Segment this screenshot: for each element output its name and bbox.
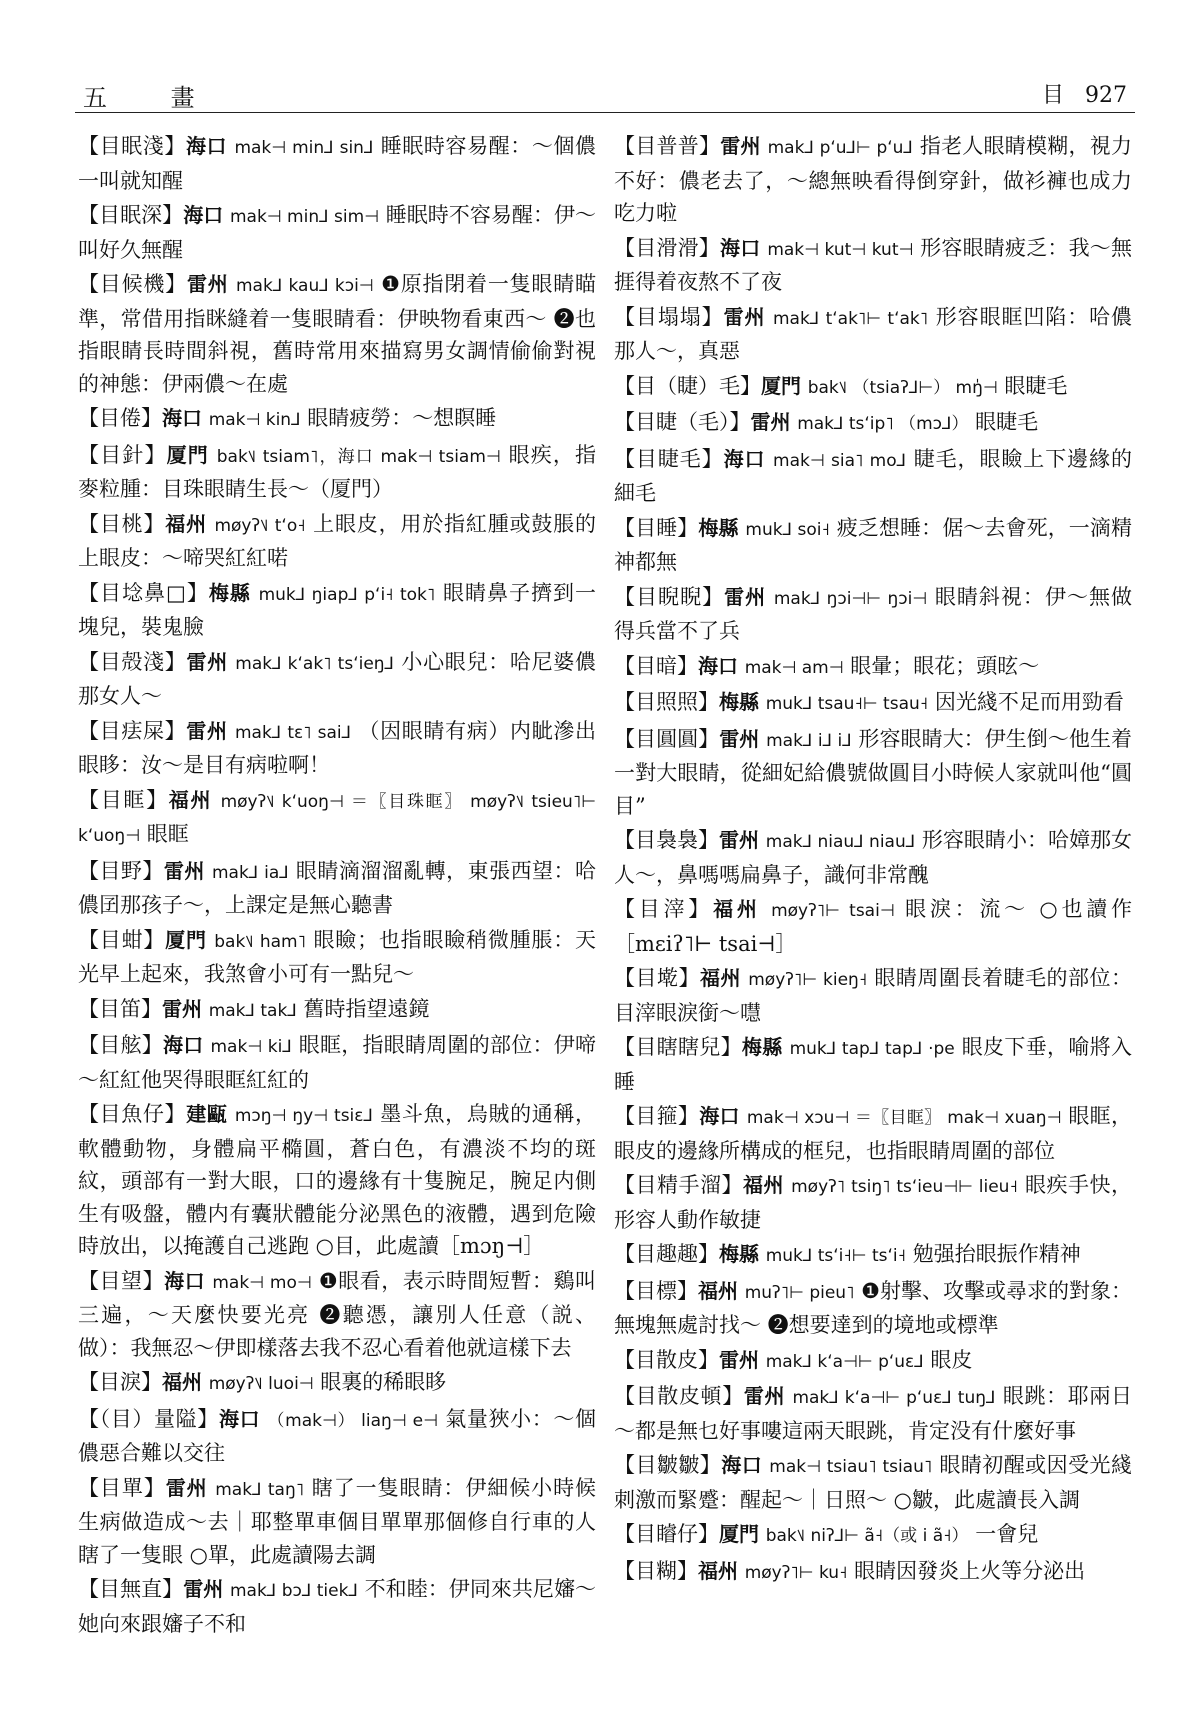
dictionary-entry [78,646,596,713]
entry-pronunciation: mak⊣ sia˥ mo⅃ [773,450,907,471]
dictionary-entry [614,370,1132,405]
entry-definition: 眼睛周圍長着睫毛的部位：目滓眼淚銜～嚖 [614,966,1132,1025]
entry-pronunciation: møyʔ˥⊢ ku˧ [744,1562,848,1583]
dictionary-entry [78,784,596,853]
entry-pronunciation: mak⅃ taŋ˥ [215,1479,305,1500]
entry-headword: 【目笛】 [78,996,162,1021]
dictionary-entry [614,1169,1132,1236]
entry-pronunciation: mak⊣ min⅃ sin⅃ [234,138,374,158]
entry-dialect: 福州 [700,966,742,990]
entry-headword: 【目眶】 [78,787,169,812]
entry-headword: 【目塌塌】 [614,304,724,329]
entry-pronunciation: mak⅃ kau⅃ kɔi⊣ [236,276,374,296]
entry-dialect: 厦門 [166,442,209,467]
entry-definition: ❶眼看，表示時間短暫：鷄叫三遍，～天麼快要光亮 ❷聽憑，讓別人任意（説、做）：我無忍～伊即樣落去我不忍心看着他就這樣下去 [78,1268,596,1360]
entry-dialect: 雷州 [186,718,228,743]
entry-pronunciation: bak˥˩ niʔ⅃⊢ ã˧（或 i ã˧） [765,1526,969,1546]
dictionary-entry [614,893,1132,960]
entry-dialect: 海口 [721,1453,763,1477]
dictionary-entry [614,1275,1132,1342]
entry-pronunciation: mak⅃ pʻu⅃⊢ pʻu⅃ [767,138,913,158]
entry-headword: 【目蚶】 [78,927,166,952]
dictionary-entry [78,439,596,506]
entry-headword: 【目睫毛】 [614,446,724,471]
dictionary-entry [614,650,1132,685]
entry-definition: 睡眠時不容易醒：伊～叫好久無醒 [78,203,597,262]
entry-headword: 【目箍】 [614,1104,700,1128]
dictionary-entry [614,1031,1132,1098]
entry-dialect: 雷州 [163,858,205,883]
dictionary-entry [78,1029,596,1096]
dictionary-entry [614,962,1132,1029]
entry-pronunciation: mak⅃ tʻak˥⊢ tʻak˥ [772,308,929,329]
entry-definition: 疲乏想睡：倨～去會死，一滴精神都無 [614,515,1133,574]
entry-pronunciation: mak⅃ ia⅃ [211,862,289,883]
entry-pronunciation: muʔ˥⊢ pieu˥ [744,1282,855,1303]
entry-headword: 【目淚】 [78,1370,162,1394]
dictionary-entry [78,1573,596,1640]
entry-headword: 【（目）量隘】 [78,1406,219,1431]
entry-dialect: 雷州 [719,828,760,852]
dictionary-entry [614,1518,1132,1553]
entry-definition: 睡眠時容易醒：～個儂一叫就知醒 [78,134,597,193]
entry-definition: 不和睦：伊同來共尼嬸～她向來跟嬸子不和 [78,1577,596,1636]
entry-definition: 形容眼眶凹陷：哈儂那人～，真惡 [614,304,1133,363]
dictionary-entry [78,1403,596,1470]
entry-headword: 【目圓圓】 [614,726,720,751]
entry-headword: 【目𥌑仔】 [614,1522,719,1546]
entry-dialect: 海口 [218,1406,261,1431]
entry-pronunciation: møyʔ˥⊢ tsai⊣ [771,901,895,921]
entry-headword: 【目照照】 [614,690,719,714]
entry-pronunciation: mak⅃ tak⅃ [208,1000,297,1021]
dictionary-entry [614,512,1132,579]
entry-dialect: 梅縣 [719,690,759,714]
entry-dialect: 福州 [165,511,207,536]
dictionary-entry [78,1098,596,1263]
entry-definition: 眼睛斜視：伊～無做得兵當不了兵 [614,584,1133,643]
entry-definition: 瞎了一隻眼睛：伊細候小時候生病做造成～去｜耶整單車個目單單那個修自行車的人瞎了一隻眼 ○單，此處讀陽去調 [78,1475,597,1567]
dictionary-entry [614,1344,1132,1379]
entry-pronunciation: mak⅃ niau⅃ niau⅃ [765,832,916,852]
entry-pronunciation: mak⊣ kin⅃ [208,410,301,430]
entry-headword: 【目睨睨】 [614,584,725,609]
dictionary-entry [614,686,1132,721]
entry-headword: 【目埝鼻□】 [78,580,209,605]
entry-definition: 眼疾，指麥粒腫：目珠眼睛生長～（厦門） [78,442,597,501]
entry-pronunciation: møyʔ˥˩ tʻo˧ [214,515,306,536]
entry-dialect: 雷州 [724,584,767,609]
dictionary-entry [614,581,1132,648]
entry-definition: 眼眶 [146,822,189,846]
entry-pronunciation: mak⊣ tsiau˥ tsiau˥ [769,1457,933,1477]
entry-dialect: 雷州 [165,1475,208,1500]
dictionary-entry [614,1100,1132,1167]
entry-pronunciation: bak˥˩ （tsiaʔ⅃⊢） mŋ̍⊣ [807,377,998,398]
entry-headword: 【目普普】 [614,134,721,158]
entry-headword: 【目睡】 [614,515,699,540]
entry-headword: 【目倦】 [78,406,162,430]
entry-pronunciation: muk⅃ soi˧ [745,519,830,540]
entry-definition: 一會兒 [975,1522,1039,1546]
entry-dialect: 雷州 [750,410,791,434]
dictionary-entry [78,577,596,644]
entry-definition: 勉强抬眼振作精神 [912,1242,1081,1266]
entry-pronunciation: mak⊣ mo⊣ [212,1272,312,1293]
dictionary-entry [78,855,596,922]
entry-pronunciation: muk⅃ tsʻi˧⊢ tsʻi˧ [765,1246,907,1266]
entry-dialect: 雷州 [719,1347,759,1372]
entry-dialect: 雷州 [186,272,229,296]
entry-definition: 上眼皮，用於指紅腫或鼓脹的上眼皮：～啼哭紅紅喏 [78,511,596,570]
entry-definition: 形容眼睛疲乏：我～無捱得着夜熬不了夜 [614,235,1133,294]
entry-headword: 【目無直】 [78,1577,184,1601]
dictionary-entry [614,1449,1132,1516]
entry-dialect: 雷州 [162,996,202,1021]
entry-headword: 【目散皮頓】 [614,1384,744,1408]
entry-definition: 小心眼兒：哈尼婆儂那女人～ [78,649,596,708]
left-column [78,130,596,1642]
dictionary-entry [78,993,596,1028]
entry-headword: 【目滓】 [614,897,714,921]
entry-pronunciation: bak˥˩ tsiam˥，海口 mak⊣ tsiam⊣ [216,446,501,467]
dictionary-entry [614,723,1132,823]
dictionary-entry [614,1238,1132,1273]
dictionary-entry [78,1265,596,1365]
entry-pronunciation: muk⅃ ŋiap⅃ pʻi˧ tok˥ [258,584,436,605]
entry-pronunciation: mak⊣ min⅃ sim⊣ [229,207,379,227]
entry-dialect: 海口 [162,406,202,430]
entry-dialect: 雷州 [723,304,766,329]
entry-headword: 【目舷】 [78,1033,164,1057]
entry-dialect: 海口 [699,1104,740,1128]
entry-pronunciation: mak⅃ ŋɔi⊣⊢ ŋɔi⊣ [773,588,928,609]
entry-dialect: 福州 [162,1370,202,1394]
entry-definition: 睫毛，眼瞼上下邊緣的細毛 [614,446,1132,505]
entry-headword: 【目（睫）毛】 [614,373,761,398]
entry-definition: 眼暈；眼花；頭昡～ [850,653,1040,678]
entry-headword: 【目標】 [614,1278,699,1303]
entry-headword: 【目墘】 [614,966,701,990]
dictionary-entry [78,130,596,197]
entry-dialect: 厦門 [165,927,207,952]
entry-pronunciation: mak⅃ tɛ˥ sai⅃ [234,722,352,743]
entry-pronunciation: mak⅃ tsʻip˥ （mɔ⅃） [797,414,969,434]
entry-dialect: 海口 [723,446,766,471]
dictionary-entry [614,1380,1132,1447]
entry-definition: （因眼睛有病）内眦滲出眼眵：汝～是目有病啦啊！ [78,718,597,777]
entry-dialect: 雷州 [743,1384,786,1408]
dictionary-entry [78,199,596,266]
entry-definition: 眼睛初醒或因受光綫刺激而緊蹙：醒起～｜日照～ ○皺，此處讀長入調 [614,1453,1132,1512]
dictionary-entry [614,301,1132,368]
dictionary-entry [78,402,596,437]
entry-pronunciation: mak⅃ bɔ⅃ tiek⅃ [229,1581,358,1601]
entry-definition: 眼睛因發炎上火等分泌出 [854,1558,1086,1583]
entry-headword: 【目糊】 [614,1558,698,1583]
entry-dialect: 厦門 [719,1522,759,1546]
entry-dialect: 海口 [183,203,224,227]
dictionary-entry [614,406,1132,441]
page-number: 927 [1085,83,1127,108]
entry-definition: 眼眶，眼皮的邊緣所構成的框兒，也指眼睛周圍的部位 [614,1104,1132,1163]
dictionary-entry [78,268,596,400]
dictionary-entry [614,824,1132,891]
entry-pronunciation: bak˥˩ ham˥ [214,931,307,952]
entry-dialect: 雷州 [720,134,761,158]
radical-char: 目 [1041,83,1064,108]
entry-definition: 眼跳：耶兩日～都是無乜好事嘍這兩天眼跳，肯定没有什麼好事 [614,1384,1133,1443]
entry-dialect: 海口 [698,653,738,678]
entry-headword: 【目殻淺】 [78,649,187,674]
entry-headword: 【目望】 [78,1268,165,1293]
entry-definition: 眼睛滴溜溜亂轉，東張西望：哈儂囝那孩子～，上課定是無心聽書 [78,858,596,917]
entry-dialect: 海口 [185,134,228,158]
entry-headword: 【目桃】 [78,511,166,536]
entry-pronunciation: （mak⊣） liaŋ⊣ e⊣ [267,1410,438,1431]
entry-pronunciation: mak⅃ kʻak˥ tsʻieŋ⅃ [235,653,395,674]
entry-definition: 眼疾手快，形容人動作敏捷 [614,1173,1132,1232]
entry-pronunciation: møyʔ˥⊢ kieŋ˧ [748,970,868,990]
entry-dialect: 雷州 [719,726,760,751]
entry-dialect: 福州 [713,897,761,921]
entry-headword: 【目㾀屎】 [78,718,187,743]
entry-dialect: 福州 [168,787,213,812]
entry-pronunciation: mak⅃ kʻa⊣⊢ pʻuɛ⅃ [765,1351,924,1372]
entry-pronunciation: mak⊣ am⊣ [744,657,844,678]
entry-definition: 眼皮下垂，喻將入睡 [614,1035,1132,1094]
entry-pronunciation: mak⊣ ki⅃ [210,1037,292,1057]
entry-headword: 【目皺皺】 [614,1453,722,1477]
entry-definition: 形容眼睛大：伊生倒～他生着一對大眼睛，從細妃給儂號做圓目小時候人家就叫他“圓目” [614,726,1133,818]
dictionary-entry [614,232,1132,299]
entry-dialect: 建甌 [186,1102,228,1126]
entry-dialect: 梅縣 [719,1242,759,1266]
entry-dialect: 梅縣 [698,515,739,540]
dictionary-entry [78,924,596,991]
entry-definition: 眼眶，指眼睛周圍的部位：伊啼～紅紅他哭得眼眶紅紅的 [78,1033,597,1092]
header-rule [75,112,1135,113]
entry-dialect: 福州 [742,1173,784,1197]
entry-headword: 【目精手溜】 [614,1173,743,1197]
dictionary-entry [78,1472,596,1572]
entry-pronunciation: muk⅃ tsau˧⊢ tsau˧ [765,694,929,714]
entry-headword: 【目散皮】 [614,1347,719,1372]
entry-headword: 【目瞎瞎兒】 [614,1035,742,1059]
dictionary-entry [614,130,1132,230]
entry-headword: 【目滑滑】 [614,235,721,260]
entry-dialect: 雷州 [183,1577,224,1601]
entry-headword: 【目暗】 [614,653,698,678]
entry-pronunciation: møyʔ˥˩ luoi⊣ [208,1374,314,1394]
entry-headword: 【目單】 [78,1475,166,1500]
dictionary-entry [614,1555,1132,1590]
entry-headword: 【目魚仔】 [78,1102,187,1126]
entry-headword: 【目睫（毛）】 [614,410,751,434]
entry-headword: 【目針】 [78,442,167,467]
entry-pronunciation: møyʔ˥˩ kʻuoŋ⊣ ＝〖目珠眶〗 møyʔ˥˩ tsieu˥⊢ kʻuoŋ⊣ [78,791,597,846]
entry-definition: 眼淚：流～ ○也讀作［mɛiʔ˥⊢ tsai⊣］ [614,897,1133,956]
entry-definition: ❶原指閉着一隻眼睛瞄準，常借用指眯縫着一隻眼睛看：伊映物看東西～ ❷也指眼睛長時間斜視，舊時常用來描寫男女調情偷偷對視的神態：伊兩儂～在處 [78,272,596,396]
section-title: 五 畫 [83,84,223,112]
entry-definition: 指老人眼睛模糊，視力不好：儂老去了，～總無映看得倒穿針，做衫褲也成力吃力啦 [614,134,1132,225]
dictionary-entry [78,508,596,575]
entry-definition: 眼睫毛 [1004,373,1068,398]
entry-headword: 【目眠淺】 [78,134,186,158]
entry-pronunciation: møyʔ˥ tsiŋ˥ tsʻieu⊣⊢ lieu˧ [791,1177,1018,1197]
entry-headword: 【目眠深】 [78,203,184,227]
entry-headword: 【目候機】 [78,272,187,296]
entry-dialect: 梅縣 [208,580,251,605]
entry-dialect: 梅縣 [741,1035,783,1059]
entry-pronunciation: mɔŋ⊣ ŋy⊣ tsiɛ⅃ [234,1106,373,1126]
entry-definition: 眼裏的稀眼眵 [320,1370,447,1394]
entry-definition: 眼瞼；也指眼瞼稍微腫脹：天光早上起來，我煞會小可有一點兒～ [78,927,596,986]
dictionary-entry [78,1366,596,1401]
entry-dialect: 海口 [163,1033,204,1057]
entry-definition: 因光綫不足而用勁看 [934,690,1124,714]
entry-pronunciation: mak⅃ kʻa⊣⊢ pʻuɛ⅃ tuŋ⅃ [792,1388,996,1408]
entry-definition: 眼睛鼻子擠到一塊兒，裝鬼臉 [78,580,596,639]
entry-dialect: 雷州 [186,649,228,674]
entry-dialect: 海口 [720,235,761,260]
entry-dialect: 厦門 [761,373,801,398]
entry-definition: 形容眼睛小：哈嫜那女人～，鼻嗎嗎扁鼻子，識何非常醜 [614,828,1132,887]
page-header [75,70,1135,110]
entry-definition: 舊時指望遠鏡 [303,996,430,1021]
right-column [614,130,1132,1591]
entry-definition: 眼睫毛 [975,410,1039,434]
entry-headword: 【目趣趣】 [614,1242,719,1266]
entry-definition: 墨斗魚，烏賊的通稱，軟體動物，身體扁平橢圓，蒼白色，有濃淡不均的斑紋，頭部有一對大眼，口的邊緣有十隻腕足，腕足内側生有吸盤，體内有囊狀體能分泌黑色的液體，遇到危險時放出，以掩護自己逃跑 ○目，此處讀［mɔŋ⊣］ [78,1102,597,1258]
entry-pronunciation: mak⅃ i⅃ i⅃ [766,730,852,751]
entry-pronunciation: muk⅃ tap⅃ tap⅃ ·pe [789,1039,955,1059]
entry-definition: 眼睛疲勞：～想瞑睡 [307,406,497,430]
entry-dialect: 福州 [698,1278,739,1303]
entry-dialect: 海口 [164,1268,206,1293]
page-marker [1042,78,1127,109]
entry-definition: ❶射擊、攻擊或尋求的對象：無塊無處討找～ ❷想要達到的境地或標準 [614,1278,1133,1337]
entry-definition: 眼皮 [930,1347,973,1372]
entry-pronunciation: mak⊣ xɔu⊣ ＝〖目眶〗 mak⊣ xuaŋ⊣ [746,1108,1062,1128]
entry-definition: 氣量狹小：～個儂惡合難以交往 [78,1406,596,1465]
entry-pronunciation: mak⊣ kut⊣ kut⊣ [767,239,914,260]
dictionary-entry [614,443,1132,510]
entry-dialect: 福州 [698,1558,738,1583]
dictionary-entry [78,715,596,782]
entry-headword: 【目野】 [78,858,164,883]
entry-headword: 【目裊裊】 [614,828,720,852]
